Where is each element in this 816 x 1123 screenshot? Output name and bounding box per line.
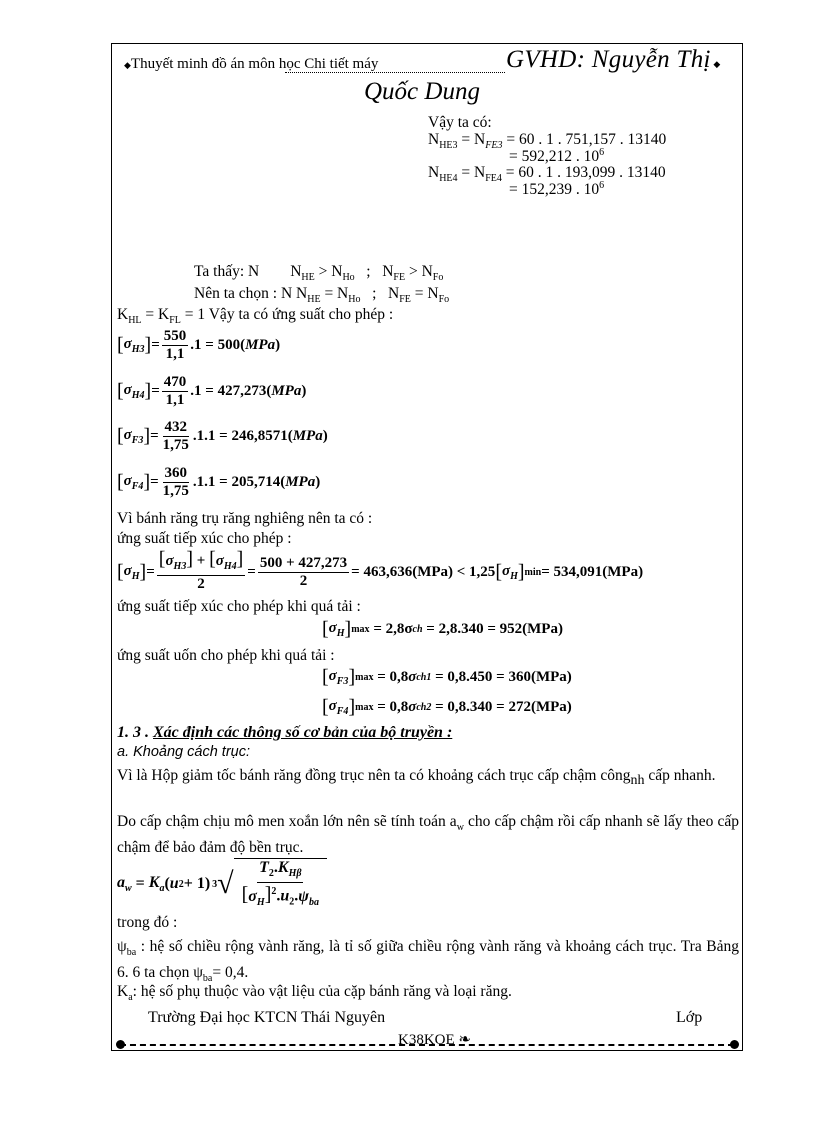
sigma-f3-max-formula: [ $\sigma_{F3}$ ] max = 0,8 σ ch1 = 0,8.450 = 360(MPa) (322, 666, 572, 688)
nhe4-result: = 152,239 . $10^6$ (509, 180, 605, 199)
ta-thay-line: Ta thấy: N $N_{HE} > N_{Ho}$ ; $N_{FE} > N_{Fo}$ (194, 263, 444, 284)
trong-do: trong đó : (117, 914, 178, 931)
text-qua-tai-tiep: ứng suất tiếp xúc cho phép khi quá tải : (117, 598, 361, 615)
khl-line: $K_{HL} = K_{FL} = 1$ Vậy ta có ứng suất cho phép : (117, 306, 394, 327)
nhe3-result: = 592,212 . $10^6$ (509, 147, 605, 166)
diamond-icon: ◆ (710, 59, 721, 69)
nhe4-equation: $N_{HE4} = N_{FE4} = 60$ . 1 . 193,099 . 13140 (428, 164, 666, 185)
nen-ta-chon-line: Nên ta chọn : N $N_{HE} = N_{Ho}$ ; $N_{FE} = N_{Fo}$ (194, 285, 450, 306)
footer-class-code: K38KOE ❧ (398, 1032, 471, 1048)
header-instructor-name: Quốc Dung (364, 78, 480, 105)
paragraph-mo-men: Do cấp chậm chịu mô men xoắn lớn nên sẽ tính toán $a_w$ cho cấp chậm rồi cấp nhanh sẽ lấy theo cấp chậm để bảo đảm độ bền trục. (117, 813, 740, 857)
nhe3-equation: $N_{HE3} = N_{FE3} = 60$ . 1 . 751,157 . 13140 (428, 131, 667, 152)
text-vi-banh: Vì bánh răng trụ răng nghiêng nên ta có : (117, 510, 373, 527)
footer-school: Trường Đại học KTCN Thái Nguyên (148, 1009, 386, 1026)
bullet-dot-icon (730, 1040, 739, 1049)
vay-ta-co-label: Vậy ta có: (428, 114, 492, 131)
psi-definition: $\psi_{ba}$ : hệ số chiều rộng vành răng, là tỉ số giữa chiều rộng vành răng và khoảng cách trục. Tra Bảng 6. 6 ta chọn $\psi_{ba}= 0,4$. (117, 938, 739, 985)
header-dotted-rule (285, 60, 505, 73)
footer-dashed-rule (120, 1044, 734, 1046)
sigma-h-average-formula: [ $\sigma_H$ ] = $\frac{[\sigma_{H3}] + [\sigma_{H4}]}{2}$ = $\frac{500 + 427,273}{2}$ = 463,636(MPa) < 1,25 [ $\sigma_H$ ] min = 534,091(MPa) (117, 548, 644, 592)
sigma-f3-formula: [ $\sigma_{F3}$ ] = $\frac{432}{1,75}$ .1.1 = 246,8571( MPa ) (117, 419, 328, 453)
diamond-icon: ◆ (124, 60, 131, 70)
text-qua-tai-uon: ứng suất uốn cho phép khi quá tải : (117, 647, 335, 664)
header-instructor: GVHD: Nguyễn Thị ◆ (506, 46, 721, 73)
ka-definition: $K_a$: hệ số phụ thuộc vào vật liệu của cặp bánh răng và loại răng. (117, 983, 512, 1004)
footer-class-label: Lớp (676, 1009, 703, 1026)
section-heading: 1. 3 . Xác định các thông số cơ bản của bộ truyền : (117, 724, 453, 741)
text-ung-suat-tiep: ứng suất tiếp xúc cho phép : (117, 530, 292, 547)
subsection-a: a. Khoảng cách trục: (117, 744, 250, 760)
paragraph-dong-truc: Vì là Hộp giảm tốc bánh răng đồng trục nên ta có khoảng cách trục cấp chậm công$_{nh}$ cấp nhanh. (117, 767, 716, 789)
aw-formula: $a_w$ = $K_a$ ( u 2 + 1) 3 √ $\frac{T_2.K_{H\beta}}{[\sigma_H]^2.u_2.\psi_{ba}}$ (117, 858, 327, 911)
sigma-h-max-formula: [ $\sigma_H$ ] max = 2,8σ ch = 2,8.340 = 952(MPa) (322, 618, 563, 640)
sigma-f4-max-formula: [ $\sigma_{F4}$ ] max = 0,8 σ ch2 = 0,8.340 = 272(MPa) (322, 696, 572, 718)
sigma-h4-formula: [ $\sigma_{H4}$ ] = $\frac{470}{1,1}$ .1 = 427,273( MPa ) (117, 374, 307, 408)
bullet-dot-icon (116, 1040, 125, 1049)
sigma-f4-formula: [ $\sigma_{F4}$ ] = $\frac{360}{1,75}$ .1.1 = 205,714( MPa ) (117, 465, 321, 499)
header-left: ◆Thuyết minh đồ án môn học Chi tiết máy (124, 56, 379, 72)
sigma-h3-formula: [ $\sigma_{H3}$ ] = $\frac{550}{1,1}$ .1 = 500( MPa ) (117, 328, 281, 362)
ornament-icon: ❧ (458, 1032, 471, 1048)
